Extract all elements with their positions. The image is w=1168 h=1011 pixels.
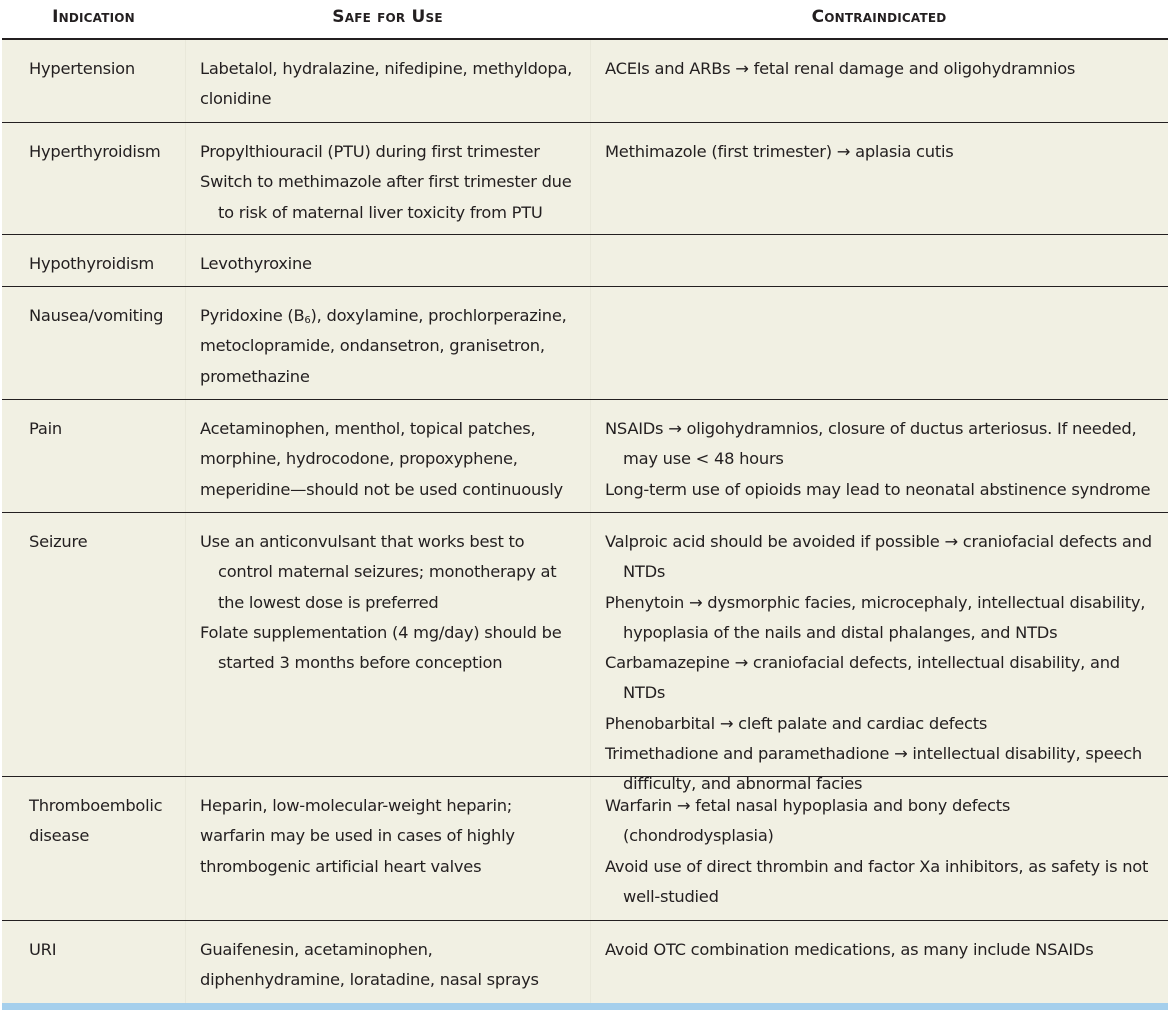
contraindicated-item: Avoid use of direct thrombin and factor Xa inhibitors, as safety is not well-studied	[605, 856, 1149, 906]
indication-cell: Seizure	[29, 532, 88, 551]
safe-cell	[185, 513, 590, 776]
contraindicated-cell	[590, 123, 1168, 234]
safe-item: Levothyroxine	[200, 254, 312, 273]
header-contraindicated: Contraindicated	[811, 7, 947, 27]
safe-item: Propylthiouracil (PTU) during first trimester	[200, 142, 540, 161]
contraindicated-cell	[590, 921, 1168, 1003]
table-footer-bar	[2, 1003, 1168, 1010]
safe-item: Labetalol, hydralazine, nifedipine, methyldopa, clonidine	[200, 59, 573, 109]
safe-cell	[185, 400, 590, 512]
safe-item: Heparin, low-molecular-weight heparin; warfarin may be used in cases of highly thrombogenic artificial heart valves	[200, 796, 515, 876]
safe-item: Folate supplementation (4 mg/day) should be started 3 months before conception	[200, 622, 562, 673]
contraindicated-item: ACEIs and ARBs → fetal renal damage and oligohydramnios	[605, 59, 1076, 78]
safe-cell	[185, 40, 590, 122]
table-row	[2, 235, 1168, 287]
safe-item: Switch to methimazole after first trimester due to risk of maternal liver toxicity from PTU	[200, 172, 572, 222]
header-safe-for-use: Safe for Use	[332, 7, 443, 27]
safe-item-suffix: ), doxylamine, prochlorperazine, metoclopramide, ondansetron, granisetron, promethazine	[200, 306, 567, 386]
table-row	[2, 40, 1168, 123]
indication-cell: URI	[29, 940, 57, 959]
contraindicated-cell	[590, 235, 1168, 286]
contraindicated-cell	[590, 287, 1168, 399]
contraindicated-item: Long-term use of opioids may lead to neonatal abstinence syndrome	[605, 479, 1151, 499]
drug-safety-table	[2, 0, 1168, 1003]
contraindicated-cell	[590, 40, 1168, 122]
contraindicated-item: Valproic acid should be avoided if possible → craniofacial defects and NTDs	[605, 532, 1152, 582]
contraindicated-cell	[590, 777, 1168, 920]
indication-cell: Hyperthyroidism	[29, 142, 161, 161]
contraindicated-item: Carbamazepine → craniofacial defects, intellectual disability, and NTDs	[605, 653, 1120, 703]
safe-item: Guaifenesin, acetaminophen, diphenhydramine, loratadine, nasal sprays	[200, 940, 539, 990]
table-row	[2, 400, 1168, 513]
safe-cell	[185, 123, 590, 234]
table-row	[2, 123, 1168, 235]
safe-cell	[185, 235, 590, 286]
header-indication: Indication	[52, 7, 135, 27]
table-row	[2, 287, 1168, 400]
contraindicated-cell	[590, 400, 1168, 512]
safe-item: Use an anticonvulsant that works best to control maternal seizures; monotherapy at the lowest dose is preferred	[200, 532, 557, 612]
table-header	[2, 0, 1168, 40]
contraindicated-item: Methimazole (first trimester) → aplasia cutis	[605, 142, 954, 161]
table-row	[2, 777, 1168, 921]
indication-cell: Pain	[29, 419, 62, 438]
vitamin-subscript: 6	[304, 315, 311, 326]
safe-item: Acetaminophen, menthol, topical patches, morphine, hydrocodone, propoxyphene, meperidine—should not be used continuously	[200, 419, 563, 499]
contraindicated-item: NSAIDs → oligohydramnios, closure of ductus arteriosus. If needed, may use < 48 hours	[605, 419, 1137, 469]
contraindicated-item: Phenobarbital → cleft palate and cardiac defects	[605, 713, 988, 733]
safe-cell	[185, 287, 590, 399]
contraindicated-item: Warfarin → fetal nasal hypoplasia and bony defects (chondrodysplasia)	[605, 796, 1011, 846]
table-row	[2, 921, 1168, 1003]
contraindicated-item: Avoid OTC combination medications, as many include NSAIDs	[605, 940, 1094, 959]
safe-item-prefix: Pyridoxine (B	[200, 306, 305, 325]
indication-cell: Nausea/vomiting	[29, 306, 164, 325]
indication-cell: Hypothyroidism	[29, 254, 155, 273]
safe-item	[200, 301, 582, 392]
table-row	[2, 513, 1168, 794]
indication-cell: Thromboembolic disease	[29, 796, 163, 846]
contraindicated-item: Trimethadione and paramethadione → intellectual disability, speech difficulty, and abnormal facies	[605, 744, 1142, 794]
safe-cell	[185, 921, 590, 1003]
contraindicated-cell	[590, 513, 1168, 794]
indication-cell: Hypertension	[29, 59, 135, 78]
safe-cell	[185, 777, 590, 920]
contraindicated-item: Phenytoin → dysmorphic facies, microcephaly, intellectual disability, hypoplasia of the nails and distal phalanges, and NTDs	[605, 592, 1146, 642]
